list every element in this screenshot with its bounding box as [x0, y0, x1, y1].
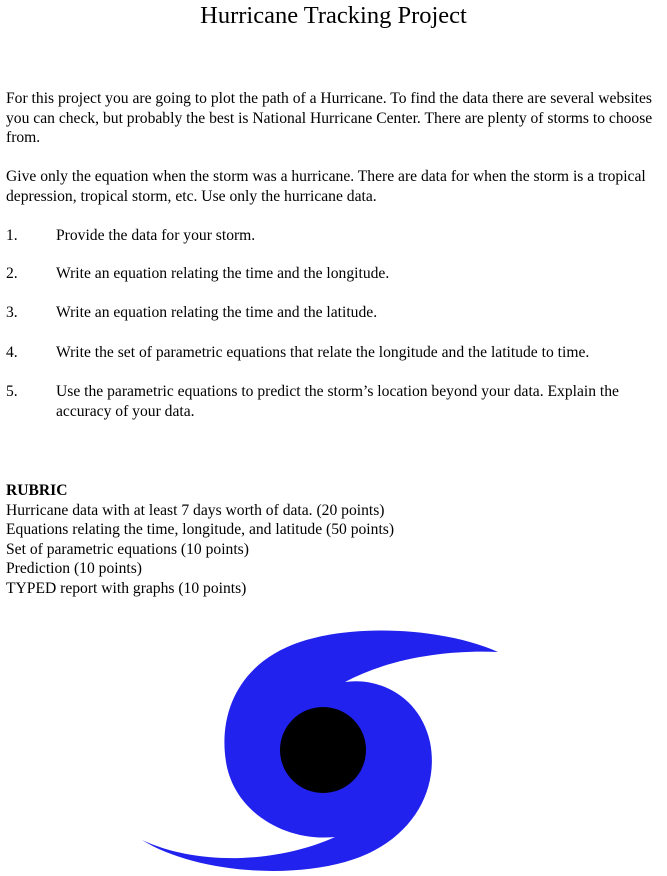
- rubric-item: Equations relating the time, longitude, and latitude (50 points): [6, 521, 395, 538]
- rubric-item: Prediction (10 points): [6, 560, 142, 577]
- rubric-heading: RUBRIC: [6, 482, 68, 499]
- list-item-text: Write an equation relating the time and the longitude.: [56, 265, 390, 282]
- hurricane-icon: [130, 622, 510, 876]
- list-item-text: Provide the data for your storm.: [56, 227, 256, 244]
- rubric-item: TYPED report with graphs (10 points): [6, 579, 247, 597]
- rubric-item: Hurricane data with at least 7 days worth of data. (20 points): [6, 501, 385, 519]
- list-item-number: 3.: [6, 304, 18, 321]
- list-item-number: 2.: [6, 265, 18, 282]
- hurricane-eye: [280, 707, 366, 793]
- list-item-number: 5.: [6, 383, 18, 400]
- list-item-text: Use the parametric equations to predict the storm’s location beyond your data. Explain the accuracy of your data.: [56, 383, 619, 420]
- rubric-item: Set of parametric equations (10 points): [6, 540, 249, 558]
- page-title: Hurricane Tracking Project: [200, 2, 467, 29]
- list-item-text: Write an equation relating the time and the latitude.: [56, 304, 378, 321]
- list-item-text: Write the set of parametric equations that relate the longitude and the latitude to time.: [56, 344, 590, 361]
- instruction-paragraph: Give only the equation when the storm was a hurricane. There are data for when the storm is a tropical depression, tropical storm, etc. Use only the hurricane data.: [6, 168, 646, 205]
- list-item-number: 4.: [6, 344, 18, 361]
- rubric-section: [6, 481, 606, 598]
- list-item-number: 1.: [6, 227, 18, 244]
- intro-paragraph: For this project you are going to plot the path of a Hurricane. To find the data there are several websites you can check, but probably the best is National Hurricane Center. There are plenty of storms to choose from.: [6, 90, 653, 146]
